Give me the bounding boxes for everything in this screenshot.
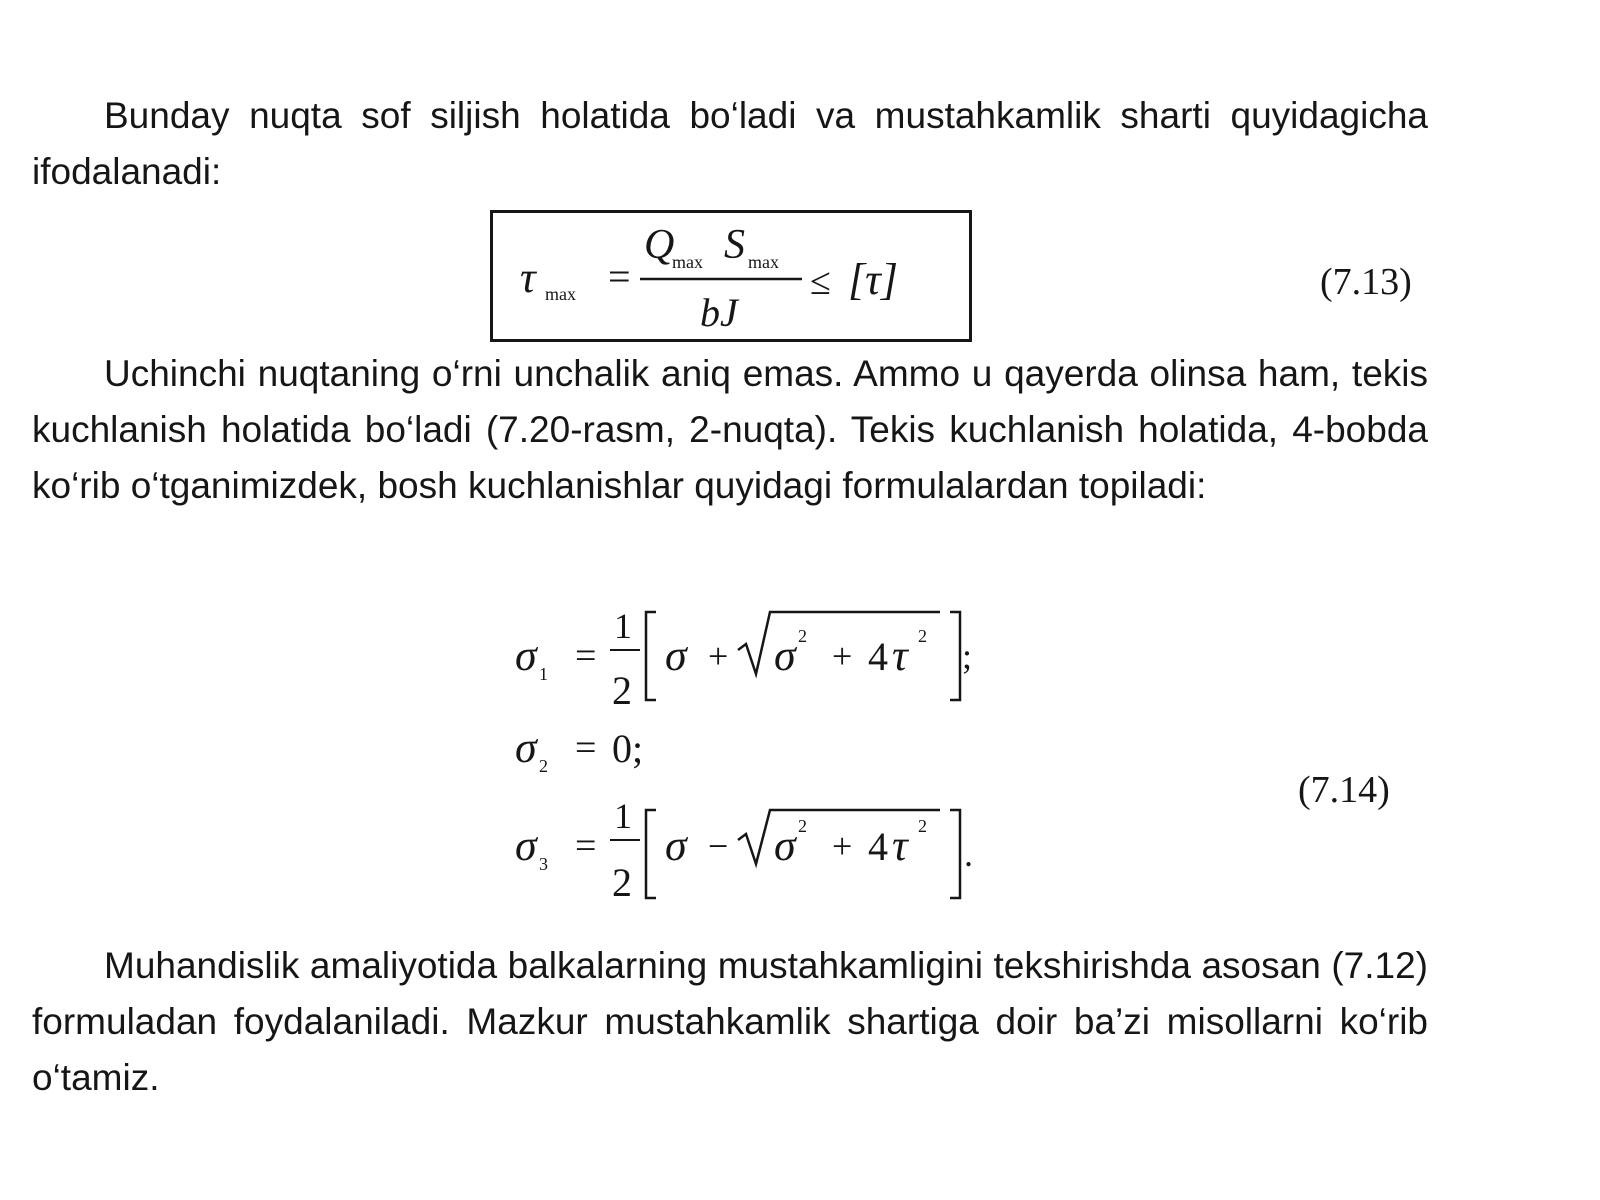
sigma1-subscript: 1: [539, 664, 548, 684]
sigma-exponent: 2: [798, 626, 807, 646]
period: .: [964, 834, 973, 874]
plus-sign: +: [832, 636, 853, 676]
tau-symbol: τ: [892, 821, 908, 870]
semicolon: ;: [962, 636, 973, 676]
paragraph-text: Muhandislik amaliyotida balkalarning mustahkamligini tekshirishda asosan (7.12) formuladan foydalaniladi. Mazkur mustahkamlik shartiga doir ba’zi misollarni ko‘rib o‘tamiz.: [32, 945, 1428, 1098]
paragraph-engineering-practice: [32, 938, 1428, 1106]
sigma2-value: 0;: [612, 726, 644, 771]
left-bracket: [646, 612, 656, 700]
sqrt-sign: [738, 612, 940, 674]
plus-sign: +: [832, 826, 853, 866]
four-coefficient: 4: [868, 634, 888, 679]
right-bracket: [950, 810, 960, 898]
half-numerator: 1: [614, 606, 632, 646]
paragraph-text: Bunday nuqta sof siljish holatida bo‘ladi va mustahkamlik sharti quyidagicha ifodalanadi:: [32, 95, 1428, 192]
half-denominator: 2: [612, 668, 632, 713]
tau-exponent: 2: [918, 816, 927, 836]
paragraph-third-point: [32, 346, 1428, 514]
leq-sign: ≤: [810, 261, 831, 303]
equals-sign: =: [608, 254, 631, 299]
tau-exponent: 2: [918, 626, 927, 646]
sigma1-symbol: σ: [515, 631, 537, 680]
half-denominator: 2: [612, 860, 632, 905]
sigma-term: σ: [665, 631, 687, 680]
s-symbol: S: [724, 222, 745, 268]
allowable-shear: [τ]: [848, 255, 898, 304]
q-subscript: max: [672, 252, 703, 272]
sqrt-sign: [738, 810, 940, 864]
tau-symbol: τ: [892, 631, 908, 680]
half-numerator: 1: [614, 796, 632, 836]
sigma2-subscript: 2: [539, 756, 548, 776]
sigma-squared-base: σ: [774, 821, 796, 870]
s-subscript: max: [748, 252, 779, 272]
equals-sign: =: [575, 635, 597, 677]
sigma2-symbol: σ: [515, 723, 537, 772]
minus-sign: −: [708, 826, 729, 866]
right-bracket: [950, 612, 960, 700]
equals-sign: =: [575, 727, 597, 769]
sigma3-symbol: σ: [515, 821, 537, 870]
denominator: bJ: [700, 290, 738, 335]
sigma3-subscript: 3: [539, 854, 548, 874]
equation-number-7-13: (7.13): [1320, 261, 1412, 303]
paragraph-shear-intro: [32, 88, 1428, 200]
sigma-squared-base: σ: [774, 631, 796, 680]
left-bracket: [646, 810, 656, 898]
four-coefficient: 4: [868, 824, 888, 869]
tau-symbol: τ: [520, 253, 536, 302]
equals-sign: =: [575, 825, 597, 867]
paragraph-text: Uchinchi nuqtaning o‘rni unchalik aniq emas. Ammo u qayerda olinsa ham, tekis kuchlanish holatida bo‘ladi (7.20-rasm, 2-nuqta). Tekis kuchlanish holatida, 4-bobda ko‘rib o‘tganimizdek, bosh kuchlanishlar quyidagi formulalardan topiladi:: [32, 353, 1428, 506]
sigma-exponent: 2: [798, 816, 807, 836]
tau-subscript: max: [545, 284, 576, 304]
q-symbol: Q: [644, 222, 675, 268]
plus-sign: +: [708, 636, 729, 676]
formula-box-7-13: [490, 210, 972, 342]
equation-number-7-14: (7.14): [1298, 769, 1390, 811]
sigma-term: σ: [665, 821, 687, 870]
